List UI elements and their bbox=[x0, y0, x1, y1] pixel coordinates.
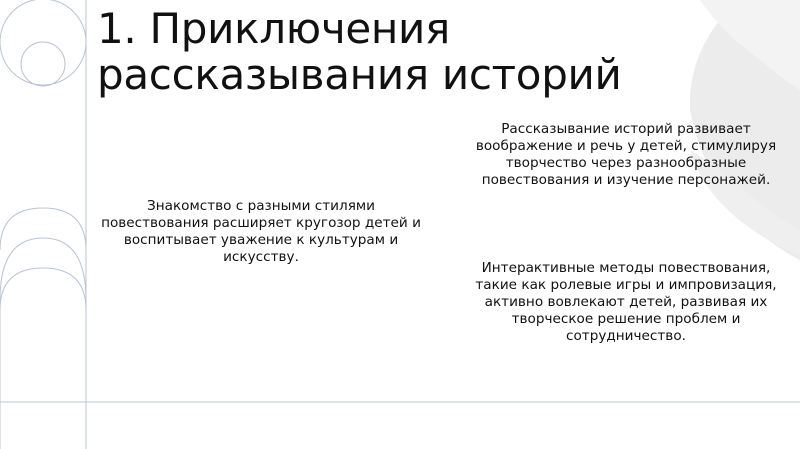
text-block-left: Знакомство с разными стилями повествования расширяет кругозор детей и воспитывает уважение к культурам и искусству. bbox=[101, 198, 421, 265]
text-block-right-top: Рассказывание историй развивает воображение и речь у детей, стимулируя творчество через разнообразные повествования и изучение персонажей. bbox=[475, 121, 777, 188]
circle-outline-icon bbox=[0, 0, 86, 86]
slide-title: 1. Приключения рассказывания историй bbox=[97, 4, 622, 99]
arch-outline-icon bbox=[0, 208, 86, 449]
text-block-right-bottom: Интерактивные методы повествования, такие как ролевые игры и импровизация, активно вовлекают детей, развивая их творческое решение проблем и сотрудничество. bbox=[475, 260, 777, 344]
